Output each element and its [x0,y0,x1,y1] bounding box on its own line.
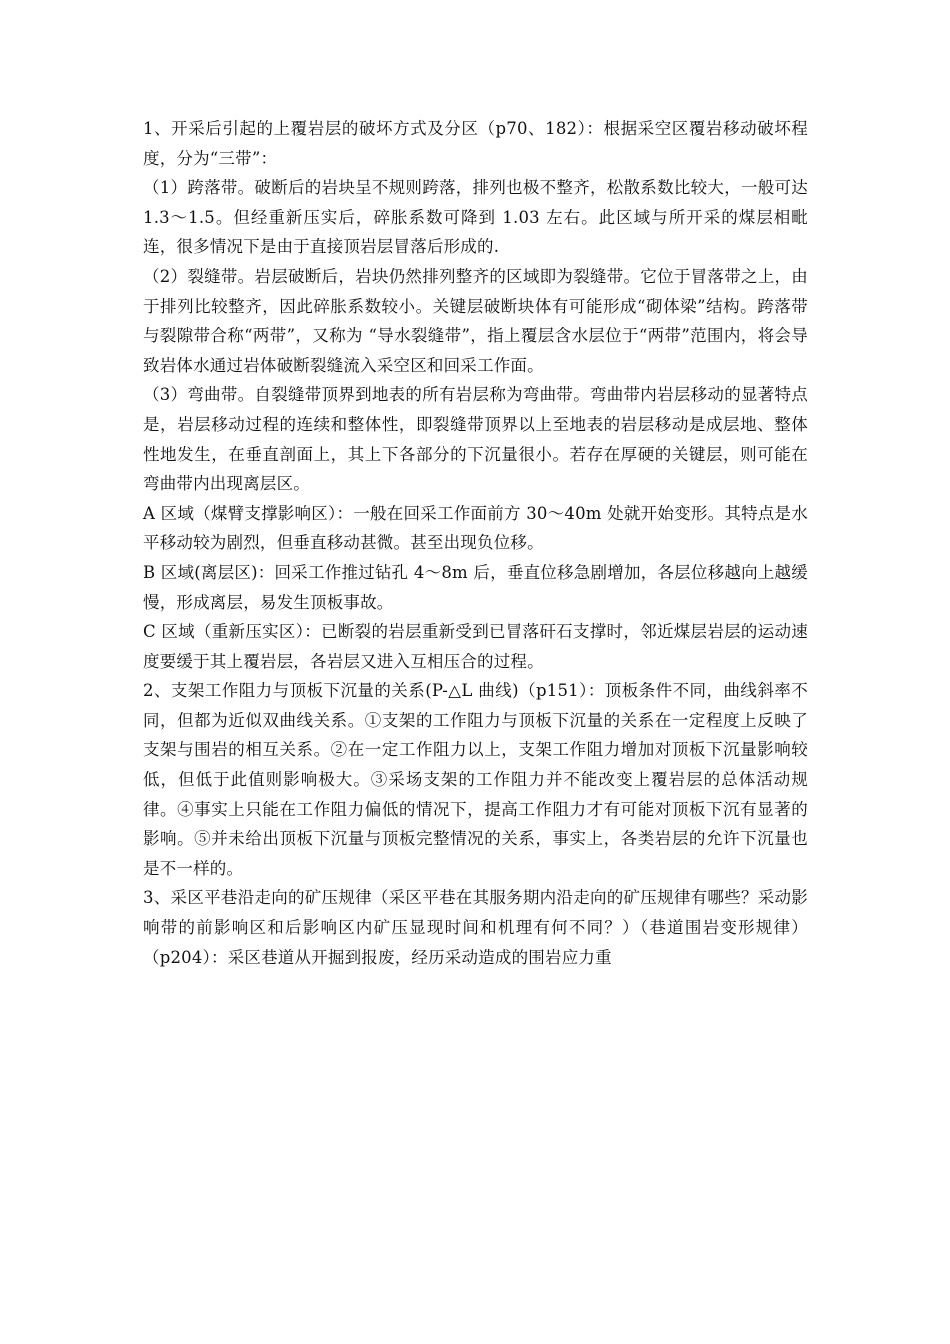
paragraph-bending-zone: （3）弯曲带。自裂缝带顶界到地表的所有岩层称为弯曲带。弯曲带内岩层移动的显著特点是，岩层移动过程的连续和整体性，即裂缝带顶界以上至地表的岩层移动是成层地、整体性地发生，在垂直剖面上，其上下各部分的下沉量很小。若存在厚硬的关键层，则可能在弯曲带内出现离层区。 [143,385,808,494]
paragraph-region-a: A 区域（煤臂支撑影响区）：一般在回采工作面前方 30～40m 处就开始变形。其特点是水平移动较为剧烈，但垂直移动甚微。甚至出现负位移。 [143,503,808,553]
paragraph-3-roadway-pressure: 3、采区平巷沿走向的矿压规律（采区平巷在其服务期内沿走向的矿压规律有哪些？采动影响带的前影响区和后影响区内矿压显现时间和机理有何不同？）（巷道围岩变形规律）（p204）：采区巷道从开掘到报废，经历采动造成的围岩应力重 [143,888,808,967]
paragraph-region-c: C 区域（重新压实区）：已断裂的岩层重新受到已冒落矸石支撑时，邻近煤层岩层的运动速度要缓于其上覆岩层，各岩层又进入互相压合的过程。 [143,622,808,671]
paragraph-fracture-zone: （2）裂缝带。岩层破断后，岩块仍然排列整齐的区域即为裂缝带。它位于冒落带之上，由于排列比较整齐，因此碎胀系数较小。关键层破断块体有可能形成“砌体梁”结构。跨落带与裂隙带合称“两带”，又称为 “导水裂缝带”，指上覆层含水层位于“两带”范围内，将会导致岩体水通过岩体破断裂缝流入采空区和回采工作面。 [143,266,808,375]
paragraph-region-b: B 区域(离层区)：回采工作推过钻孔 4～8m 后，垂直位移急剧增加，各层位移越向上越缓慢，形成离层，易发生顶板事故。 [143,562,808,612]
paragraph-caving-zone: （1）跨落带。破断后的岩块呈不规则跨落，排列也极不整齐，松散系数比较大，一般可达 1.3～1.5。但经重新压实后，碎胀系数可降到 1.03 左右。此区域与所开采的煤层相毗连，很多情况下是由于直接顶岩层冒落后形成的. [143,178,808,257]
document-body [143,114,808,972]
paragraph-2-support-resistance: 2、支架工作阻力与顶板下沉量的关系(P-△L 曲线)（p151）：顶板条件不同，曲线斜率不同，但都为近似双曲线关系。①支架的工作阻力与顶板下沉量的关系在一定程度上反映了支架与围岩的相互关系。②在一定工作阻力以上，支架工作阻力增加对顶板下沉量影响较低，但低于此值则影响极大。③采场支架的工作阻力并不能改变上覆岩层的总体活动规律。④事实上只能在工作阻力偏低的情况下，提高工作阻力才有可能对顶板下沉有显著的影响。⑤并未给出顶板下沉量与顶板完整情况的关系，事实上，各类岩层的允许下沉量也是不一样的。 [143,681,808,878]
paragraph-1-overburden-zones: 1、开采后引起的上覆岩层的破坏方式及分区（p70、182）：根据采空区覆岩移动破坏程度，分为“三带”： [143,119,808,168]
